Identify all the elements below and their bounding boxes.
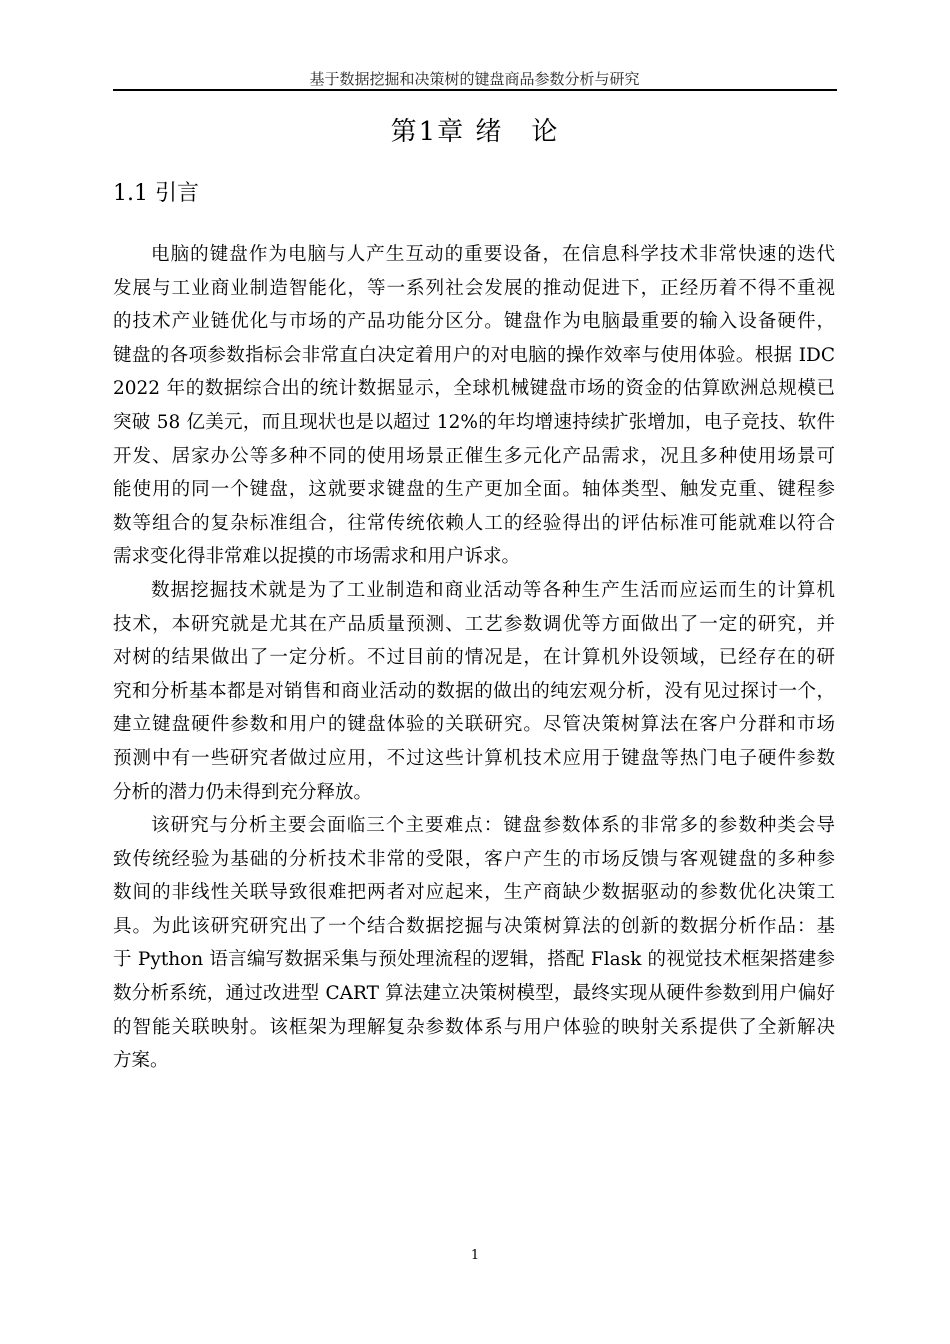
text-line: 的智能关联映射。该框架为理解复杂参数体系与用户体验的映射关系提供了全新解决 bbox=[113, 1016, 835, 1038]
text-line: 需求变化得非常难以捉摸的市场需求和用户诉求。 bbox=[113, 546, 521, 568]
body-text bbox=[113, 238, 835, 1078]
header-rule bbox=[113, 89, 837, 91]
running-header: 基于数据挖掘和决策树的键盘商品参数分析与研究 bbox=[309, 70, 640, 88]
text-line: 数间的非线性关联导致很难把两者对应起来，生产商缺少数据驱动的参数优化决策工 bbox=[113, 882, 835, 904]
text-line: 该研究与分析主要会面临三个主要难点：键盘参数体系的非常多的参数种类会导 bbox=[151, 815, 835, 837]
text-line: 分析的潜力仍未得到充分释放。 bbox=[113, 781, 373, 803]
text-line: 的技术产业链优化与市场的产品功能分区分。键盘作为电脑最重要的输入设备硬件， bbox=[113, 311, 835, 333]
text-line: 能使用的同一个键盘，这就要求键盘的生产更加全面。轴体类型、触发克重、键程参 bbox=[113, 479, 835, 501]
text-line: 技术，本研究就是尤其在产品质量预测、工艺参数调优等方面做出了一定的研究，并 bbox=[113, 613, 835, 635]
text-line: 具。为此该研究研究出了一个结合数据挖掘与决策树算法的创新的数据分析作品：基 bbox=[113, 915, 835, 937]
text-line: 突破 58 亿美元，而且现状也是以超过 12%的年均增速持续扩张增加，电子竞技、软件 bbox=[113, 411, 835, 433]
page-number: 1 bbox=[470, 1248, 480, 1263]
text-line: 数据挖掘技术就是为了工业制造和商业活动等各种生产生活而应运而生的计算机 bbox=[151, 579, 835, 601]
text-line: 数等组合的复杂标准组合，往常传统依赖人工的经验得出的评估标准可能就难以符合 bbox=[113, 512, 835, 534]
text-line: 预测中有一些研究者做过应用，不过这些计算机技术应用于键盘等热门电子硬件参数 bbox=[113, 747, 835, 769]
text-line: 建立键盘硬件参数和用户的键盘体验的关联研究。尽管决策树算法在客户分群和市场 bbox=[113, 714, 835, 736]
paragraph bbox=[113, 574, 835, 809]
text-line: 数分析系统，通过改进型 CART 算法建立决策树模型，最终实现从硬件参数到用户偏好 bbox=[113, 983, 835, 1005]
text-line: 键盘的各项参数指标会非常直白决定着用户的对电脑的操作效率与使用体验。根据 IDC bbox=[113, 344, 835, 366]
text-line: 发展与工业商业制造智能化，等一系列社会发展的推动促进下，正经历着不得不重视 bbox=[113, 277, 835, 299]
paragraph bbox=[113, 809, 835, 1078]
paragraph bbox=[113, 238, 835, 574]
text-line: 于 Python 语言编写数据采集与预处理流程的逻辑，搭配 Flask 的视觉技术框架搭建参 bbox=[113, 949, 835, 971]
text-line: 电脑的键盘作为电脑与人产生互动的重要设备，在信息科学技术非常快速的迭代 bbox=[151, 244, 835, 265]
chapter-title: 第1章 绪 论 bbox=[390, 117, 560, 147]
text-line: 致传统经验为基础的分析技术非常的受限，客户产生的市场反馈与客观键盘的多种参 bbox=[113, 848, 835, 870]
text-line: 方案。 bbox=[113, 1050, 169, 1072]
text-line: 开发、居家办公等多种不同的使用场景正催生多元化产品需求，况且多种使用场景可 bbox=[113, 445, 835, 467]
text-line: 对树的结果做出了一定分析。不过目前的情况是，在计算机外设领域，已经存在的研 bbox=[113, 647, 835, 669]
text-line: 究和分析基本都是对销售和商业活动的数据的做出的纯宏观分析，没有见过探讨一个， bbox=[113, 680, 835, 702]
section-heading: 1.1 引言 bbox=[113, 181, 199, 206]
text-line: 2022 年的数据综合出的统计数据显示，全球机械键盘市场的资金的估算欧洲总规模已 bbox=[113, 378, 835, 400]
